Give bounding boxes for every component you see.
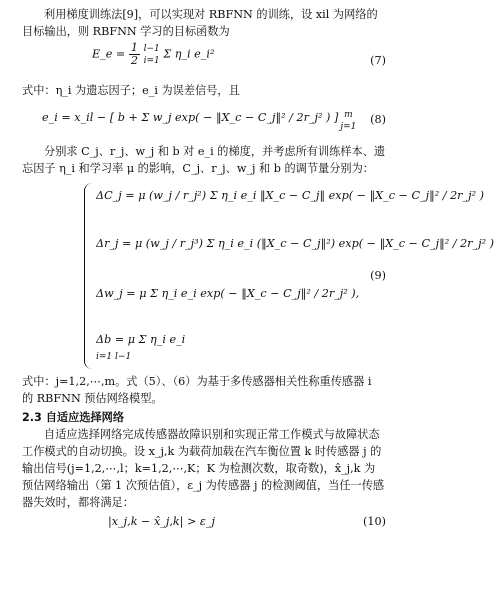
section-heading-adaptive-network: 2.3 自适应选择网络 <box>22 411 125 424</box>
equation-10-number: (10) <box>363 515 386 528</box>
paragraph-rbfnn-model: 式中：j=1,2,⋯,m。式（5）、（6）为基于多传感器相关性称重传感器 i 的 RBFNN 预估网络模型。 <box>22 375 372 405</box>
equation-8 <box>22 101 386 141</box>
fraction-denominator: 2 <box>130 54 138 67</box>
equation-9-system <box>22 181 494 371</box>
equation-8-content: e_i = x_il − [ b + Σ w_j exp( − ‖X_c − C_j‖² / 2r_j² ) ] <box>42 111 339 124</box>
equation-8-body <box>42 109 356 133</box>
equation-7-fraction <box>129 42 140 67</box>
sum-lower-limit: i=1 <box>143 55 160 66</box>
equation-8-sum-limits <box>340 109 356 133</box>
equation-9-row-delta-c: ΔC_j = μ (w_j / r_j²) Σ η_i e_i ‖X_c − C_j‖ exp( − ‖X_c − C_j‖² / 2r_j² ) <box>96 189 485 202</box>
sum-upper-limit: m <box>344 110 353 120</box>
sum-lower-limit: j=1 <box>340 122 357 132</box>
paragraph-adaptive-selection: 自适应选择网络完成传感器故障识别和实现正常工作模式与故障状态工作模式的自动切换。设 x_j,k 为载荷加载在汽车衡位置 k 时传感器 j 的输出信号(j=1,2,⋯,l；k=1,2,⋯,K；K 为检测次数，取奇数)，x̂_j,k 为预估网络输出（第 1 次预估值），ε_j 为传感器 j 的检测阈值，当任一传感器失效时，都将满足： <box>22 428 385 509</box>
equation-9-row-delta-r: Δr_j = μ (w_j / r_j³) Σ η_i e_i (‖X_c − C_j‖²) exp( − ‖X_c − C_j‖² / 2r_j² ) <box>96 237 494 250</box>
equation-9-row-delta-w: Δw_j = μ Σ η_i e_i exp( − ‖X_c − C_j‖² / 2r_j² ), <box>96 287 360 300</box>
sum-upper-limit: l−1 <box>115 352 132 362</box>
equation-7-number: (7) <box>370 54 386 67</box>
equation-7-sum: Σ η_i e_i² <box>163 47 215 61</box>
equation-7-lhs: E_e = <box>92 47 126 61</box>
equation-10 <box>22 513 386 533</box>
paragraph-gradients: 分别求 C_j、r_j、w_j 和 b 对 e_i 的梯度，并考虑所有训练样本、遗忘因子 η_i 和学习率 μ 的影响，C_j、r_j、w_j 和 b 的调节量分别为： <box>22 145 386 175</box>
paper-page <box>22 6 494 535</box>
fraction-numerator: 1 <box>130 41 138 54</box>
equation-8-number: (8) <box>370 113 386 126</box>
equation-7-sum-limits <box>144 43 160 67</box>
equation-10-body: |x_j,k − x̂_j,k| > ε_j <box>108 515 215 528</box>
equation-9-number: (9) <box>370 269 386 282</box>
equation-7-body <box>92 42 214 67</box>
sum-upper-limit: l−1 <box>143 43 160 54</box>
equation-9-row-delta-b: Δb = μ Σ η_i e_i <box>96 333 186 346</box>
paragraph-where-eta: 式中：η_i 为遗忘因子；e_i 为误差信号，且 <box>22 84 240 97</box>
equation-9-brace <box>84 183 93 369</box>
paragraph-gradient-training: 利用梯度训练法[9]，可以实现对 RBFNN 的训练，设 xil 为网络的目标输出，则 RBFNN 学习的目标函数为 <box>22 8 378 38</box>
equation-9-sum-limits <box>96 349 131 366</box>
sum-lower-limit: i=1 <box>96 352 113 362</box>
equation-7 <box>22 42 386 80</box>
